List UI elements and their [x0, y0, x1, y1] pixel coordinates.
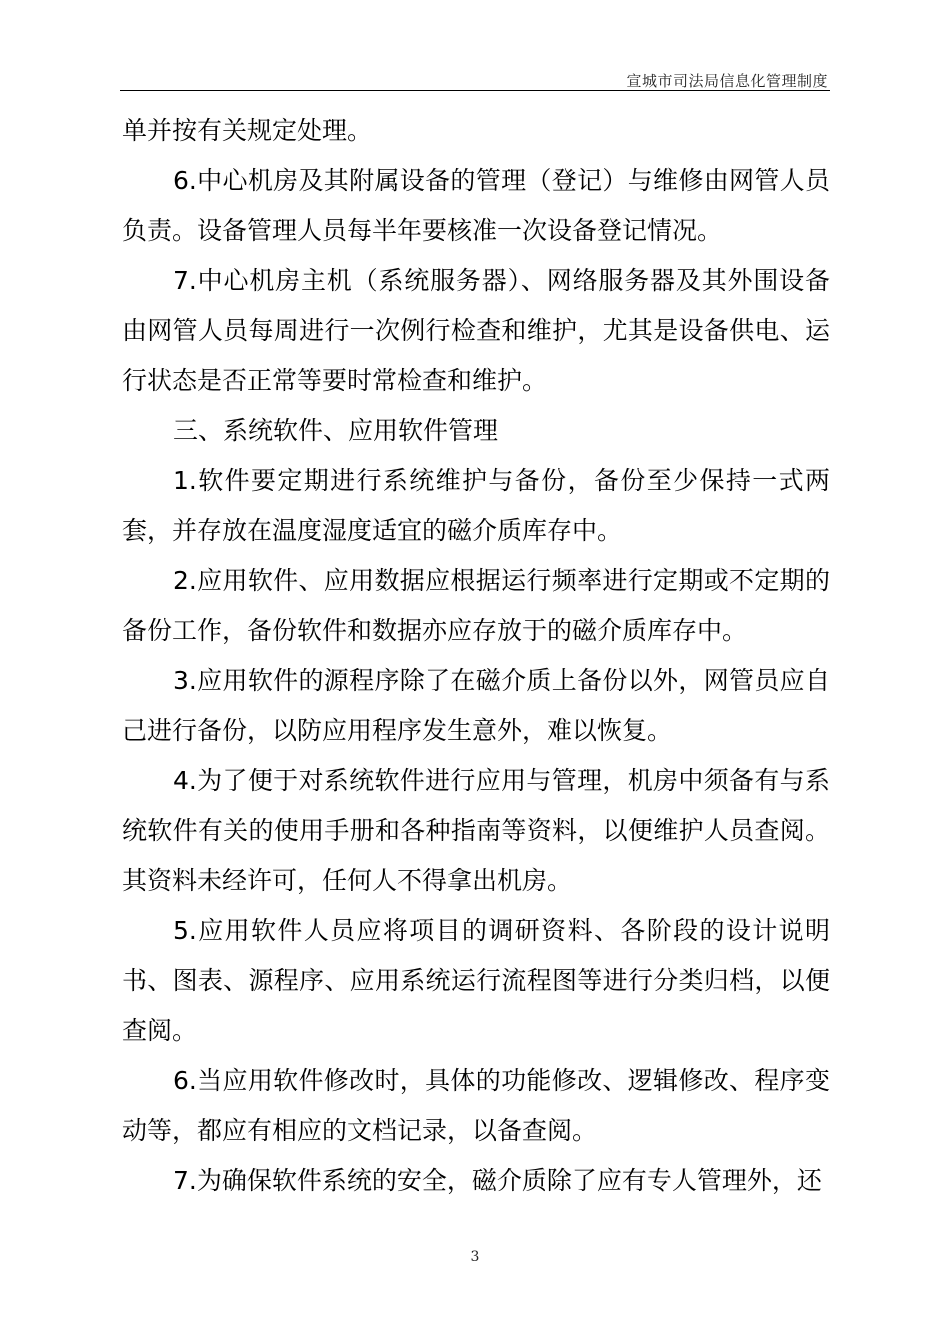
paragraph: 5.应用软件人员应将项目的调研资料、各阶段的设计说明书、图表、源程序、应用系统运行流程图等进行分类归档，以便查阅。	[122, 916, 830, 1045]
paragraph: 2.应用软件、应用数据应根据运行频率进行定期或不定期的备份工作，备份软件和数据亦应存放于的磁介质库存中。	[122, 566, 830, 645]
paragraph: 6.当应用软件修改时，具体的功能修改、逻辑修改、程序变动等，都应有相应的文档记录，以备查阅。	[122, 1066, 830, 1145]
paragraph: 7.中心机房主机（系统服务器）、网络服务器及其外围设备由网管人员每周进行一次例行检查和维护，尤其是设备供电、运行状态是否正常等要时常检查和维护。	[122, 266, 830, 395]
document-body	[122, 106, 830, 1206]
running-header: 宣城市司法局信息化管理制度	[626, 72, 828, 90]
paragraph: 4.为了便于对系统软件进行应用与管理，机房中须备有与系统软件有关的使用手册和各种指南等资料，以便维护人员查阅。其资料未经许可，任何人不得拿出机房。	[122, 766, 830, 895]
paragraph: 6.中心机房及其附属设备的管理（登记）与维修由网管人员负责。设备管理人员每半年要核准一次设备登记情况。	[122, 166, 830, 245]
paragraph: 3.应用软件的源程序除了在磁介质上备份以外，网管员应自己进行备份，以防应用程序发生意外，难以恢复。	[122, 666, 830, 745]
paragraph: 7.为确保软件系统的安全，磁介质除了应有专人管理外，还	[173, 1166, 822, 1195]
page-number: 3	[470, 1249, 480, 1265]
header-divider	[120, 90, 830, 91]
paragraph: 单并按有关规定处理。	[122, 116, 373, 145]
paragraph: 1.软件要定期进行系统维护与备份，备份至少保持一式两套，并存放在温度湿度适宜的磁介质库存中。	[122, 466, 830, 545]
section-heading: 三、系统软件、应用软件管理	[173, 416, 499, 445]
